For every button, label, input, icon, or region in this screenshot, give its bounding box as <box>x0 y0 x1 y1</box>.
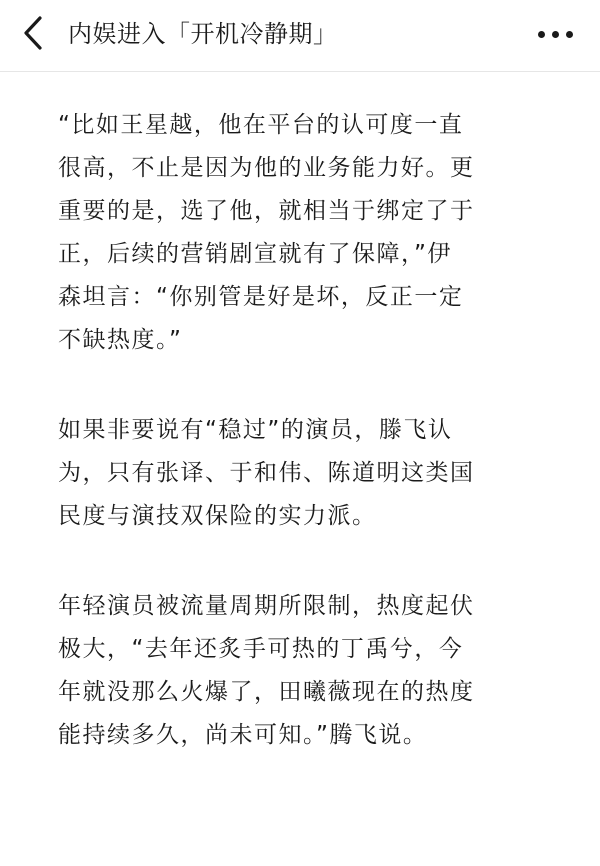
more-options-button[interactable] <box>532 18 580 50</box>
paragraph-line: 极大，“去年还炙手可热的丁禹兮，今 <box>58 636 464 662</box>
paragraph-line: 年就没那么火爆了，田曦薇现在的热度 <box>58 679 475 705</box>
more-horizontal-icon <box>552 31 559 38</box>
article-paragraph <box>58 585 548 757</box>
paragraph-line: “比如王星越，他在平台的认可度一直 <box>58 112 464 138</box>
paragraph-line: 能持续多久，尚未可知。”腾飞说。 <box>58 722 428 748</box>
paragraph-line: 年轻演员被流量周期所限制，热度起伏 <box>58 593 475 619</box>
paragraph-line: 森坦言：“你别管是好是坏，反正一定 <box>58 284 464 310</box>
chevron-left-icon <box>22 16 44 50</box>
paragraph-line: 不缺热度。” <box>58 327 183 353</box>
more-horizontal-icon <box>538 31 545 38</box>
page-title: 内娱进入「开机冷静期」 <box>68 20 338 48</box>
article-paragraph <box>58 104 548 362</box>
paragraph-line: 很高，不止是因为他的业务能力好。更 <box>58 155 475 181</box>
paragraph-line: 正，后续的营销剧宣就有了保障，”伊 <box>58 241 452 267</box>
back-button[interactable] <box>14 12 54 52</box>
paragraph-line: 重要的是，选了他，就相当于绑定了于 <box>58 198 475 224</box>
paragraph-line: 如果非要说有“稳过”的演员，滕飞认 <box>58 417 453 443</box>
article-paragraph <box>58 409 548 538</box>
top-nav-bar <box>0 0 600 72</box>
more-horizontal-icon <box>566 31 573 38</box>
paragraph-line: 为，只有张译、于和伟、陈道明这类国 <box>58 460 475 486</box>
paragraph-line: 民度与演技双保险的实力派。 <box>58 503 377 529</box>
article-body <box>58 104 548 804</box>
